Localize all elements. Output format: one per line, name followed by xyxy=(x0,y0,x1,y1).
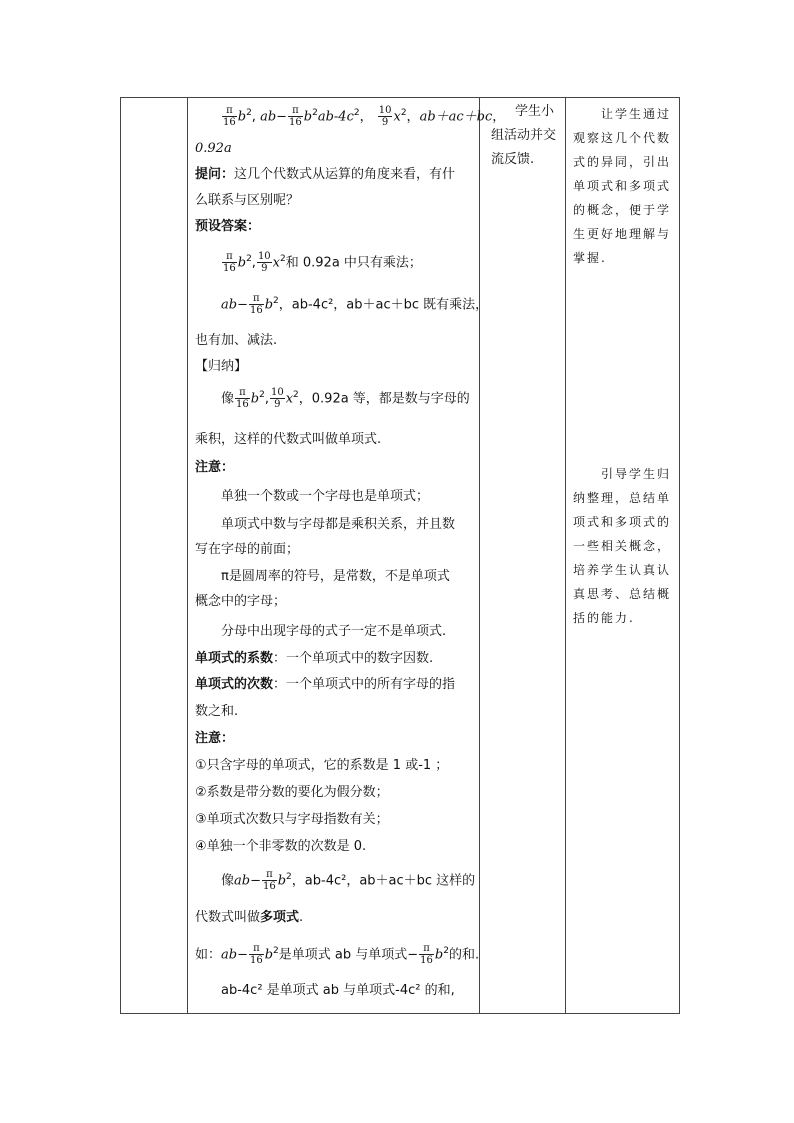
fraction: $\frac{10}{9}$ xyxy=(257,251,271,275)
note-label-2: 注意： xyxy=(195,731,235,746)
note-2-continued: 写在字母的前面； xyxy=(195,542,300,557)
activity-line: 学生小 xyxy=(515,104,555,119)
activity-line: 组活动并交 xyxy=(491,128,557,143)
note-3: π是圆周率的符号，是常数，不是单项式 xyxy=(221,569,450,584)
degree-definition-continued: 数之和. xyxy=(195,704,239,719)
note-3-continued: 概念中的字母； xyxy=(195,594,287,609)
column-divider xyxy=(565,98,566,1013)
intent-line: 的概念，便于学 xyxy=(573,203,672,217)
fraction: $\frac{\pi}{16}$ xyxy=(262,869,276,893)
intent-line: 式的异同，引出 xyxy=(573,155,672,169)
note-list-3: ③单项式次数只与字母指数有关； xyxy=(195,812,389,827)
question-continued: 么联系与区别呢？ xyxy=(195,193,300,208)
teaching-content-column xyxy=(187,98,506,1013)
expression-line-2: 0.92a xyxy=(195,141,232,156)
note-label: 注意： xyxy=(195,460,235,475)
design-intent-block-1 xyxy=(573,102,677,270)
fraction: $\frac{10}{9}$ xyxy=(270,387,284,411)
fraction: $\frac{\pi}{16}$ xyxy=(223,251,236,275)
note-list-1: ①只含字母的单项式，它的系数是 1 或-1 ； xyxy=(195,758,449,773)
fraction: $\frac{\pi}{16}$ xyxy=(249,943,263,967)
design-intent-block-2 xyxy=(573,462,677,630)
answer-2-continued: 也有加、减法. xyxy=(195,333,278,348)
lesson-table xyxy=(120,97,680,1014)
intent-line: 让学生通过 xyxy=(601,107,672,121)
fraction: $\frac{10}{9}$ xyxy=(378,105,392,129)
note-2: 单项式中数与字母都是乘积关系，并且数 xyxy=(221,517,456,532)
fraction: $\frac{\pi}{16}$ xyxy=(289,105,302,129)
expression-line-1: $\frac{\pi}{16}$ $b^2$, ab− $\frac{\pi}{16}$ $b^2ab-4c^2$， $\frac{10}{9}$ $x^2$，ab＋ac＋bc， xyxy=(223,105,506,129)
fraction: $\frac{\pi}{16}$ xyxy=(236,387,249,411)
intent-line: 掌握. xyxy=(573,251,607,265)
intent-line: 生更好地理解与 xyxy=(573,227,672,241)
preset-answer-label: 预设答案： xyxy=(195,219,261,234)
summary-label: 【归纳】 xyxy=(195,359,248,374)
intent-line: 一些相关概念， xyxy=(573,539,672,553)
answer-1: $\frac{\pi}{16}$ $b^2$, $\frac{10}{9}$ $x^2$和 0.92a 中只有乘法； xyxy=(223,251,422,275)
intent-line: 引导学生归 xyxy=(601,467,672,481)
intent-line: 真思考、总结概 xyxy=(573,587,672,601)
fraction: $\frac{\pi}{16}$ xyxy=(223,105,236,129)
note-list-4: ④单独一个非零数的次数是 0. xyxy=(195,839,367,854)
polynomial-line-2: 代数式叫做多项式. xyxy=(195,910,304,925)
intent-line: 纳整理，总结单 xyxy=(573,491,672,505)
fraction: $\frac{\pi}{16}$ xyxy=(420,943,433,967)
answer-2: ab− $\frac{\pi}{16}$ $b^2$，ab-4c²，ab＋ac＋bc 既有乘法， xyxy=(221,293,489,317)
student-activity-column xyxy=(487,100,567,172)
intent-line: 单项式和多项式 xyxy=(573,179,672,193)
intent-line: 括的能力. xyxy=(573,611,635,625)
note-list-2: ②系数是带分数的要化为假分数； xyxy=(195,785,389,800)
intent-line: 项式和多项式的 xyxy=(573,515,672,529)
polynomial-line-1: 像ab− $\frac{\pi}{16}$ $b^2$，ab-4c²，ab＋ac＋bc 这样的 xyxy=(221,869,476,893)
column-divider xyxy=(479,98,480,1013)
note-1: 单独一个数或一个字母也是单项式； xyxy=(221,489,430,504)
summary-line-1: 像 $\frac{\pi}{16}$ $b^2$, $\frac{10}{9}$ $x^2$，0.92a 等，都是数与字母的 xyxy=(221,387,470,411)
intent-line: 培养学生认真认 xyxy=(573,563,672,577)
intent-line: 观察这几个代数 xyxy=(573,131,672,145)
fraction: $\frac{\pi}{16}$ xyxy=(249,293,263,317)
coefficient-definition: 单项式的系数：一个单项式中的数字因数. xyxy=(195,651,434,666)
summary-line-2: 乘积，这样的代数式叫做单项式. xyxy=(195,432,382,447)
note-4: 分母中出现字母的式子一定不是单项式. xyxy=(221,624,447,639)
activity-line: 流反馈. xyxy=(491,152,535,167)
degree-definition: 单项式的次数：一个单项式中的所有字母的指 xyxy=(195,677,456,692)
example-line-2: ab-4c² 是单项式 ab 与单项式-4c² 的和, xyxy=(221,983,455,998)
question: 提问：这几个代数式从运算的角度来看，有什 xyxy=(195,167,456,182)
example-line-1: 如：ab− $\frac{\pi}{16}$ $b^2$是单项式 ab 与单项式− $\frac{\pi}{16}$ $b^2$的和. xyxy=(195,943,480,967)
